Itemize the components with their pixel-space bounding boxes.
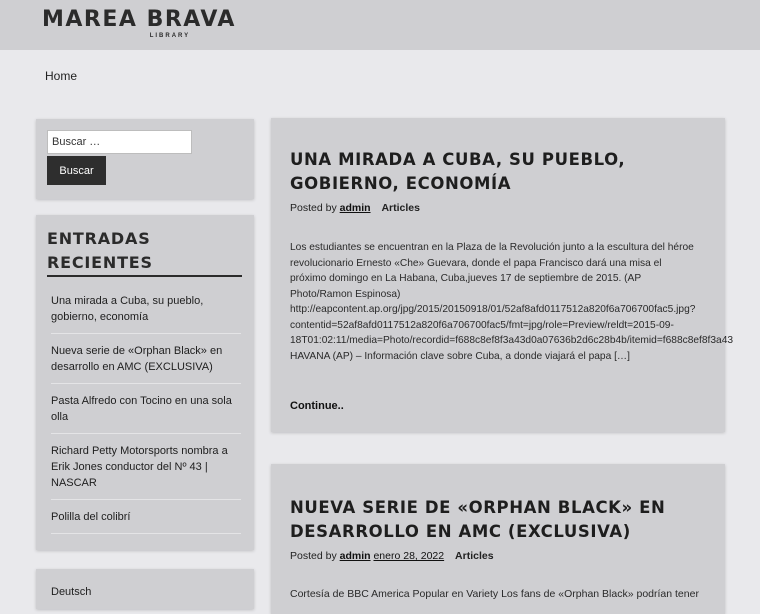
- recent-post-item: [51, 343, 241, 384]
- recent-post-link[interactable]: Nueva serie de «Orphan Black» en desarrollo en AMC (EXCLUSIVA): [51, 345, 223, 373]
- post-category-link[interactable]: Articles: [455, 550, 494, 562]
- excerpt-line: revolucionario Ernesto «Che» Guevara, donde el papa Francisco dará una misa el: [290, 257, 662, 269]
- post-card: [271, 464, 725, 614]
- language-link-deutsch[interactable]: Deutsch: [51, 586, 92, 598]
- site-name[interactable]: MAREA BRAVA: [42, 7, 236, 32]
- recent-post-link[interactable]: Polilla del colibrí: [51, 511, 131, 523]
- site-header: [0, 0, 760, 50]
- excerpt-line: HAVANA (AP) – Información clave sobre Cuba, a donde viajará el papa […]: [290, 350, 630, 362]
- posted-by-label: Posted by: [290, 550, 337, 562]
- excerpt-line: contentid=52af8afd0117512a820f6a706700fac5/fmt=jpg/role=Preview/reldt=2015-09-: [290, 319, 674, 331]
- post-category-link[interactable]: Articles: [381, 202, 420, 214]
- excerpt-line: Photo/Ramon Espinosa): [290, 288, 401, 300]
- post-title[interactable]: UNA MIRADA A CUBA, SU PUEBLO, GOBIERNO, ECONOMÍA: [290, 150, 626, 193]
- post-author-link[interactable]: admin: [339, 202, 371, 214]
- posted-by-label: Posted by: [290, 202, 337, 214]
- post-meta: [290, 202, 420, 214]
- recent-post-item: [51, 393, 241, 434]
- post-author-link[interactable]: admin: [339, 550, 371, 562]
- post-meta: [290, 550, 494, 562]
- search-input[interactable]: [47, 130, 192, 154]
- excerpt-line: próximo domingo en La Habana, Cuba,jueves 17 de septiembre de 2015. (AP: [290, 273, 642, 284]
- post-date-link[interactable]: enero 28, 2022: [373, 550, 445, 562]
- excerpt-line: Los estudiantes se encuentran en la Plaza de la Revolución junto a la escultura del héroe: [290, 242, 694, 253]
- post-excerpt: [290, 240, 760, 364]
- language-widget: [36, 569, 254, 609]
- recent-post-link[interactable]: Una mirada a Cuba, su pueblo, gobierno, economía: [51, 295, 204, 323]
- recent-post-item: [51, 509, 241, 534]
- search-button[interactable]: Buscar: [47, 156, 106, 185]
- post-card: [271, 118, 734, 432]
- recent-post-link[interactable]: Richard Petty Motorsports nombra a Erik Jones conductor del Nº 43 | NASCAR: [51, 445, 228, 489]
- recent-posts-widget: [36, 215, 254, 550]
- recent-posts-list: [51, 293, 241, 543]
- recent-post-item: [51, 293, 241, 334]
- post-title[interactable]: NUEVA SERIE DE «ORPHAN BLACK» EN DESARROLLO EN AMC (EXCLUSIVA): [290, 498, 666, 541]
- nav-home-link[interactable]: Home: [45, 69, 78, 83]
- excerpt-line: 18T01:02:11/media=Photo/recordid=f688c8ef8f3a43d0a07636b2d6c28b4b/itemid=f688c8ef8f3a43: [290, 335, 734, 346]
- recent-posts-title: ENTRADAS RECIENTES: [47, 227, 242, 277]
- excerpt-line: http://eapcontent.ap.org/jpg/2015/20150918/01/52af8afd0117512a820f6a706700fac5.jpg?: [290, 304, 696, 315]
- search-widget: [36, 119, 254, 199]
- site-logo[interactable]: [42, 8, 236, 39]
- site-tagline: LIBRARY: [149, 33, 191, 39]
- recent-post-item: [51, 443, 241, 500]
- post-excerpt: Cortesía de BBC America Popular en Variety Los fans de «Orphan Black» podrían tener: [290, 588, 699, 600]
- continue-reading-link[interactable]: Continue..: [290, 400, 344, 412]
- recent-post-link[interactable]: Pasta Alfredo con Tocino en una sola olla: [51, 395, 232, 423]
